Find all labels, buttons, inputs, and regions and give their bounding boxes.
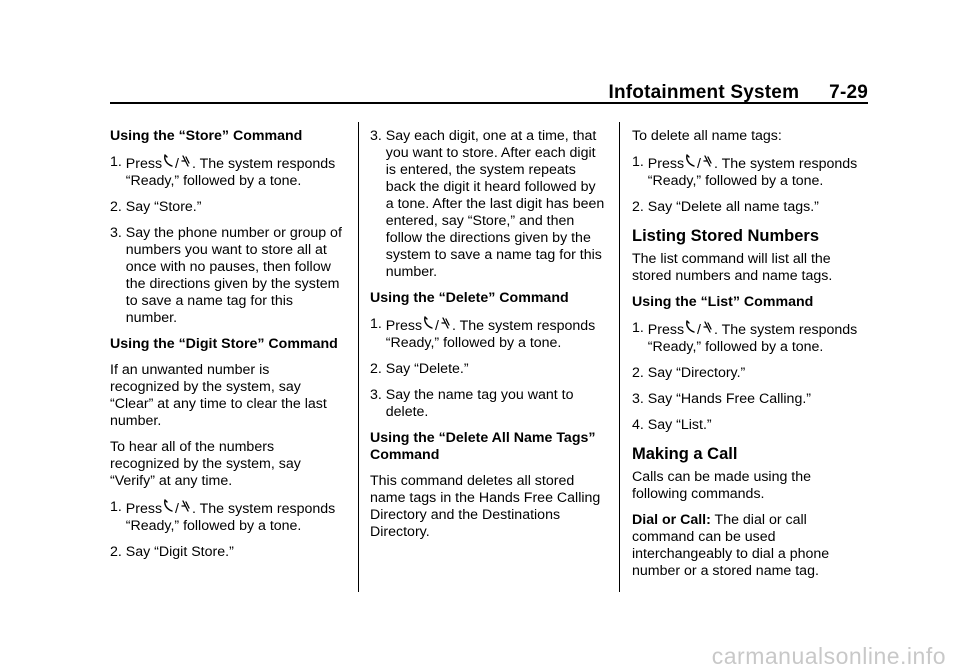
delete-all-step-2: 2. Say “Delete all name tags.” xyxy=(632,199,819,215)
list-step-1: 1. Press / . The system responds “Ready,” followed by a tone. xyxy=(632,320,858,355)
push-to-talk-icon xyxy=(163,499,174,513)
digit-step-1: 1. Press / . The system responds “Ready,” followed by a tone. xyxy=(110,499,336,534)
list-step-3: 3. Say “Hands Free Calling.” xyxy=(632,391,811,407)
digit-step-2: 2. Say “Digit Store.” xyxy=(110,544,234,560)
voice-recognition-icon xyxy=(702,154,713,168)
paragraph-delete-all-intro: To delete all name tags: xyxy=(632,128,782,144)
push-to-talk-icon xyxy=(685,320,696,334)
section-heading-listing-stored-numbers: Listing Stored Numbers xyxy=(632,227,820,245)
section-heading-making-a-call: Making a Call xyxy=(632,445,738,463)
column-1 xyxy=(110,128,342,570)
paragraph-delete-all: This command deletes all stored name tags in the Hands Free Calling Directory and the Destinations Directory. xyxy=(370,473,601,540)
subheading-delete-all-command: Using the “Delete All Name Tags” Command xyxy=(370,430,596,463)
paragraph-list: The list command will list all the stored numbers and name tags. xyxy=(632,251,833,284)
page-number: 7-29 xyxy=(829,82,868,103)
term-dial-or-call: Dial or Call: xyxy=(632,512,711,528)
delete-step-2: 2. Say “Delete.” xyxy=(370,361,469,377)
subheading-digit-store-command: Using the “Digit Store” Command xyxy=(110,336,338,352)
delete-step-1: 1. Press / . The system responds “Ready,” followed by a tone. xyxy=(370,316,596,351)
paragraph-dial-or-call: Dial or Call: The dial or call command can be used interchangeably to dial a phone number or a stored name tag. xyxy=(632,512,830,579)
voice-recognition-icon xyxy=(440,316,451,330)
store-step-2: 2. Say “Store.” xyxy=(110,199,202,215)
paragraph-clear: If an unwanted number is recognized by the system, say “Clear” at any time to clear the last number. xyxy=(110,362,327,429)
store-step-1: 1. Press / . The system responds “Ready,” followed by a tone. xyxy=(110,154,336,189)
voice-recognition-icon xyxy=(180,154,191,168)
voice-recognition-icon xyxy=(702,320,713,334)
watermark-logo[interactable]: carmanualsonline.info xyxy=(711,643,946,669)
push-to-talk-icon xyxy=(163,154,174,168)
header-rule xyxy=(110,102,868,104)
digit-step-3: 3. Say each digit, one at a time, that you want to store. After each digit is entered, the system repeats back the digit it heard followed by a tone. After the last digit has been entered, say “Store,” and then follow the directions given by the system to save a name tag for this number. xyxy=(370,128,605,280)
subheading-delete-command: Using the “Delete” Command xyxy=(370,290,569,306)
store-step-3: 3. Say the phone number or group of numbers you want to store all at once with no pauses, then follow the directions given by the system to save a name tag for this number. xyxy=(110,225,342,326)
list-step-2: 2. Say “Directory.” xyxy=(632,365,746,381)
running-header xyxy=(609,82,869,104)
paragraph-making-a-call: Calls can be made using the following commands. xyxy=(632,469,812,502)
column-divider-2 xyxy=(619,122,620,592)
list-step-4: 4. Say “List.” xyxy=(632,417,712,433)
push-to-talk-icon xyxy=(685,154,696,168)
subheading-list-command: Using the “List” Command xyxy=(632,294,814,310)
column-2 xyxy=(370,128,606,550)
delete-step-3: 3. Say the name tag you want to delete. xyxy=(370,387,574,420)
voice-recognition-icon xyxy=(180,499,191,513)
paragraph-verify: To hear all of the numbers recognized by the system, say “Verify” at any time. xyxy=(110,439,301,489)
subheading-store-command: Using the “Store” Command xyxy=(110,128,303,144)
push-to-talk-icon xyxy=(423,316,434,330)
column-3 xyxy=(632,128,864,589)
header-section-title: Infotainment System xyxy=(608,82,800,103)
column-divider-1 xyxy=(358,122,359,592)
delete-all-step-1: 1. Press / . The system responds “Ready,” followed by a tone. xyxy=(632,154,858,189)
